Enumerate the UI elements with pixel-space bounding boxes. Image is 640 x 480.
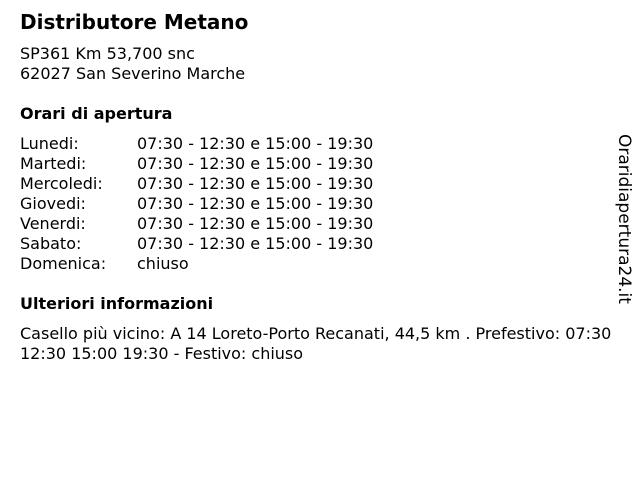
opening-hours-heading: Orari di apertura [20, 104, 173, 123]
day-hours: 07:30 - 12:30 e 15:00 - 19:30 [137, 174, 374, 193]
hours-row-saturday [20, 234, 373, 254]
day-label: Venerdi: [20, 214, 86, 233]
hours-row-wednesday [20, 174, 373, 194]
day-label: Mercoledi: [20, 174, 103, 193]
address [20, 44, 245, 84]
address-city: 62027 San Severino Marche [20, 64, 246, 83]
day-label: Domenica: [20, 254, 107, 273]
hours-row-friday [20, 214, 373, 234]
day-hours: 07:30 - 12:30 e 15:00 - 19:30 [137, 194, 374, 213]
page-title: Distributore Metano [20, 10, 249, 34]
additional-info-heading: Ulteriori informazioni [20, 294, 214, 313]
day-label: Sabato: [20, 234, 82, 253]
day-label: Lunedi: [20, 134, 79, 153]
hours-row-sunday [20, 254, 373, 274]
hours-row-monday [20, 134, 373, 154]
hours-row-thursday [20, 194, 373, 214]
day-hours: chiuso [137, 254, 189, 273]
day-hours: 07:30 - 12:30 e 15:00 - 19:30 [137, 214, 374, 233]
site-watermark: Oraridiapertura24.it [614, 134, 634, 304]
opening-hours-table [20, 134, 373, 274]
day-hours: 07:30 - 12:30 e 15:00 - 19:30 [137, 154, 374, 173]
day-hours: 07:30 - 12:30 e 15:00 - 19:30 [137, 134, 374, 153]
day-hours: 07:30 - 12:30 e 15:00 - 19:30 [137, 234, 374, 253]
day-label: Giovedi: [20, 194, 86, 213]
day-label: Martedi: [20, 154, 87, 173]
hours-row-tuesday [20, 154, 373, 174]
address-street: SP361 Km 53,700 snc [20, 44, 195, 63]
additional-info-text: Casello più vicino: A 14 Loreto-Porto Recanati, 44,5 km . Prefestivo: 07:30 12:30 15:00 19:30 - Festivo: chiuso [20, 324, 612, 363]
